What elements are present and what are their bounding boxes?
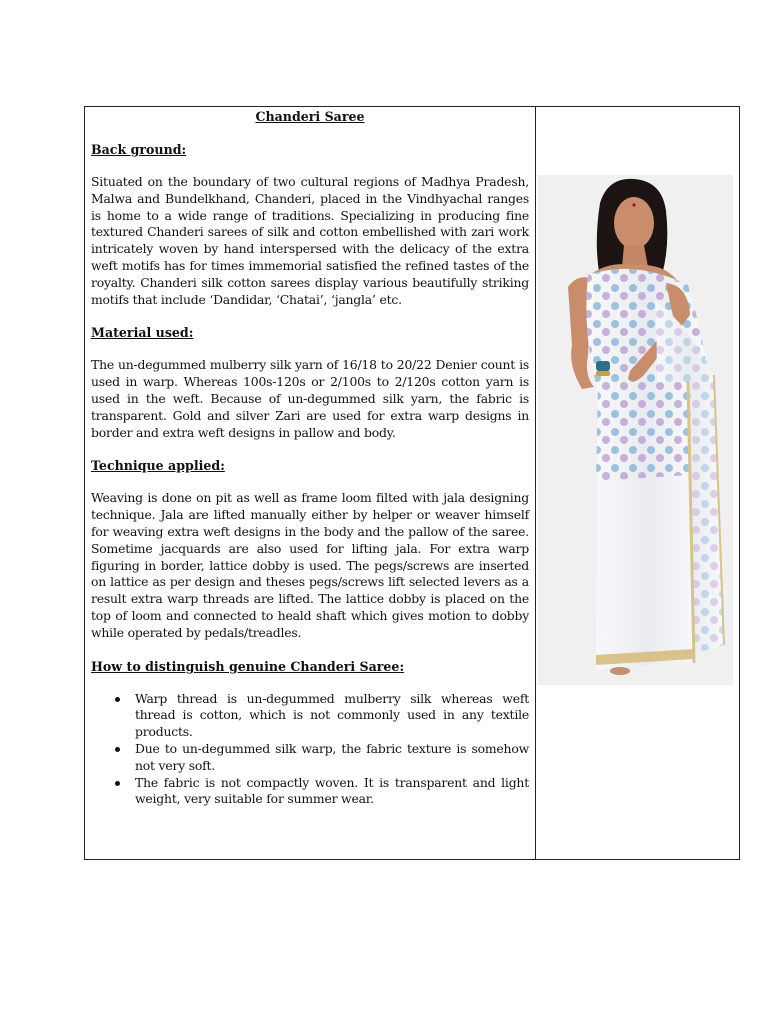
technique-paragraph: Weaving is done on pit as well as frame loom filted with jala designing technique. Jala are lifted manually either by helper or weaver himself for weaving extra weft designs in the body and the pallow of the saree. Sometime jacquards are also used for lifting jala. For extra warp figuring in border, lattice dobby is used. The pegs/screws are inserted on lattice as per design and theses pegs/screws lift selected levers as a result extra warp threads are lifted. The lattice dobby is placed on the top of loom and connected to heald shaft which gives motion to dobby while operated by pedals/treadles. <box>91 490 529 640</box>
list-item-text: Due to un-degummed silk warp, the fabric texture is somehow not very soft. <box>135 740 529 773</box>
section-heading-background: Back ground: <box>91 142 187 157</box>
section-heading-material: Material used: <box>91 325 194 341</box>
material-paragraph: The un-degummed mulberry silk yarn of 16/18 to 20/22 Denier count is used in warp. Whereas 100s-120s or 2/100s to 2/120s cotton yarn is used in the weft. Because of un-degummed silk yarn, the fabric is transparent. Gold and silver Zari are used for extra warp designs in border and extra weft designs in pallow and body. <box>91 357 529 440</box>
list-item <box>115 741 529 775</box>
bullet-icon <box>115 747 120 752</box>
list-item-text: The fabric is not compactly woven. It is transparent and light weight, very suitable for summer wear. <box>135 774 529 807</box>
page-title: Chanderi Saree <box>255 109 365 124</box>
list-item <box>115 775 529 809</box>
section-heading-distinguish: How to distinguish genuine Chanderi Saree: <box>91 658 405 674</box>
section-heading-technique: Technique applied: <box>91 458 225 474</box>
text-column <box>85 107 536 859</box>
background-paragraph: Situated on the boundary of two cultural regions of Madhya Pradesh, Malwa and Bundelkhand, Chanderi, placed in the Vindhyachal ranges is home to a wide range of traditions. Specializing in producing fine textured Chanderi sarees of silk and cotton embellished with zari work intricately woven by hand interspersed with the delicacy of the extra weft motifs has for times immemorial satisfied the refined tastes of the royalty. Chanderi silk cotton sarees display various beautifully striking motifs that include ‘Dandidar, ‘Chatai’, ‘jangla’ etc. <box>91 174 529 307</box>
bullet-icon <box>115 781 120 786</box>
saree-illustration <box>538 175 733 685</box>
image-column <box>536 107 739 859</box>
distinguish-list <box>91 691 529 809</box>
list-item <box>115 691 529 741</box>
list-item-text: Warp thread is un-degummed mulberry silk whereas weft thread is cotton, which is not commonly used in any textile products. <box>135 690 529 740</box>
saree-model-photo <box>538 175 733 685</box>
document-table <box>84 106 740 860</box>
bullet-icon <box>115 697 120 702</box>
